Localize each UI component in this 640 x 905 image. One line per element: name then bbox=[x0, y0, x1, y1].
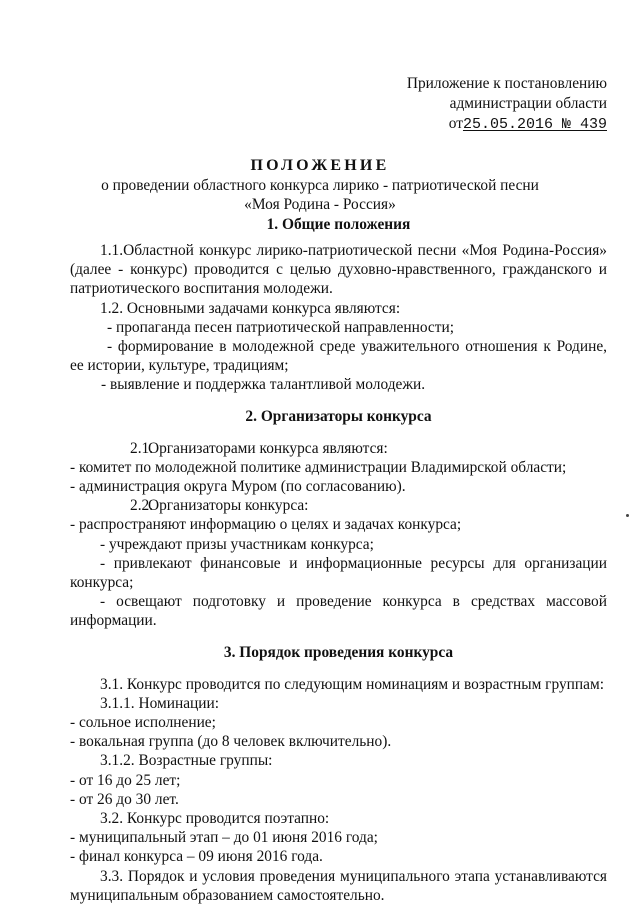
section-2-paragraph-4 bbox=[70, 496, 607, 515]
section-2-heading: 2. Организаторы конкурса bbox=[245, 407, 432, 425]
section-1-heading: 1. Общие положения bbox=[266, 216, 411, 233]
section-2-paragraph-7: - привлекают финансовые и информационные ресурсы для организации конкурса; bbox=[70, 554, 607, 592]
appendix-line-1: Приложение к постановлению bbox=[406, 75, 607, 92]
section-3-paragraph-1: 3.1. Конкурс проводится по следующим номинациям и возрастным группам: bbox=[100, 675, 604, 693]
appendix-line-2: администрации области bbox=[449, 95, 607, 112]
section-2-paragraph-1 bbox=[70, 439, 607, 458]
section-3-paragraph-9: - муниципальный этап – до 01 июня 2016 года; bbox=[70, 829, 378, 847]
document-subtitle-line-1: о проведении областного конкурса лирико - патриотической песни bbox=[101, 177, 539, 194]
section-1-paragraph-3: - пропаганда песен патриотической направленности; bbox=[107, 318, 454, 336]
section-1-paragraph-1: 1.1.Областной конкурс лирико-патриотической песни «Моя Родина-Россия» (далее - конкурс) проводится с целью духовно-нравственного, гражданского и патриотического воспитания молодежи. bbox=[70, 242, 607, 298]
section-3-paragraph-4: - вокальная группа (до 8 человек включительно). bbox=[70, 733, 392, 751]
section-3-paragraph-3: - сольное исполнение; bbox=[70, 714, 216, 732]
document-title: ПОЛОЖЕНИЕ bbox=[250, 157, 390, 174]
section-2-item-1-text: Организаторами конкурса являются: bbox=[148, 439, 388, 457]
section-2-item-2-number: 2.2. bbox=[130, 497, 154, 515]
section-2-item-2-text: Организаторы конкурса: bbox=[148, 497, 309, 515]
section-3-paragraph-6: - от 16 до 25 лет; bbox=[70, 771, 181, 789]
section-1-paragraph-2: 1.2. Основными задачами конкурса являются: bbox=[100, 299, 401, 317]
scan-speck bbox=[626, 514, 629, 517]
title-block bbox=[0, 156, 640, 214]
section-1-paragraph-4: - формирование в молодежной среде уважительного отношения к Родине, ее истории, культуре, традициям; bbox=[70, 338, 607, 375]
section-3-paragraph-10: - финал конкурса – 09 июня 2016 года. bbox=[70, 848, 323, 866]
section-1-paragraph-5: - выявление и поддержка талантливой молодежи. bbox=[101, 376, 426, 394]
section-2-paragraph-3: - администрация округа Муром (по согласованию). bbox=[70, 478, 406, 496]
section-2-paragraph-6: - учреждают призы участникам конкурса; bbox=[100, 535, 374, 553]
section-3-paragraph-2: 3.1.1. Номинации: bbox=[100, 694, 220, 712]
section-3-paragraph-5: 3.1.2. Возрастные группы: bbox=[100, 752, 273, 770]
appendix-from-label: от bbox=[448, 115, 463, 132]
section-3-paragraph-11: 3.3. Порядок и условия проведения муниципального этапа устанавливаются муниципальным образованием самостоятельно. bbox=[70, 867, 607, 904]
section-2-paragraph-5: - распространяют информацию о целях и задачах конкурса; bbox=[70, 516, 462, 534]
section-3-paragraph-8: 3.2. Конкурс проводится поэтапно: bbox=[100, 810, 330, 828]
decree-date-number: 25.05.2016 № 439 bbox=[462, 116, 607, 133]
appendix-line-3 bbox=[407, 114, 607, 135]
section-2-item-1-number: 2.1. bbox=[130, 439, 154, 457]
document-subtitle-line-2: «Моя Родина - Россия» bbox=[244, 196, 396, 213]
appendix-header bbox=[407, 74, 607, 135]
section-3-paragraph-7: - от 26 до 30 лет. bbox=[70, 790, 179, 808]
section-2-paragraph-2: - комитет по молодежной политике администрации Владимирской области; bbox=[70, 458, 567, 476]
document-body bbox=[70, 215, 607, 905]
section-3-heading: 3. Порядок проведения конкурса bbox=[223, 643, 454, 661]
section-2-paragraph-8: - освещают подготовку и проведение конкурса в средствах массовой информации. bbox=[70, 593, 607, 630]
